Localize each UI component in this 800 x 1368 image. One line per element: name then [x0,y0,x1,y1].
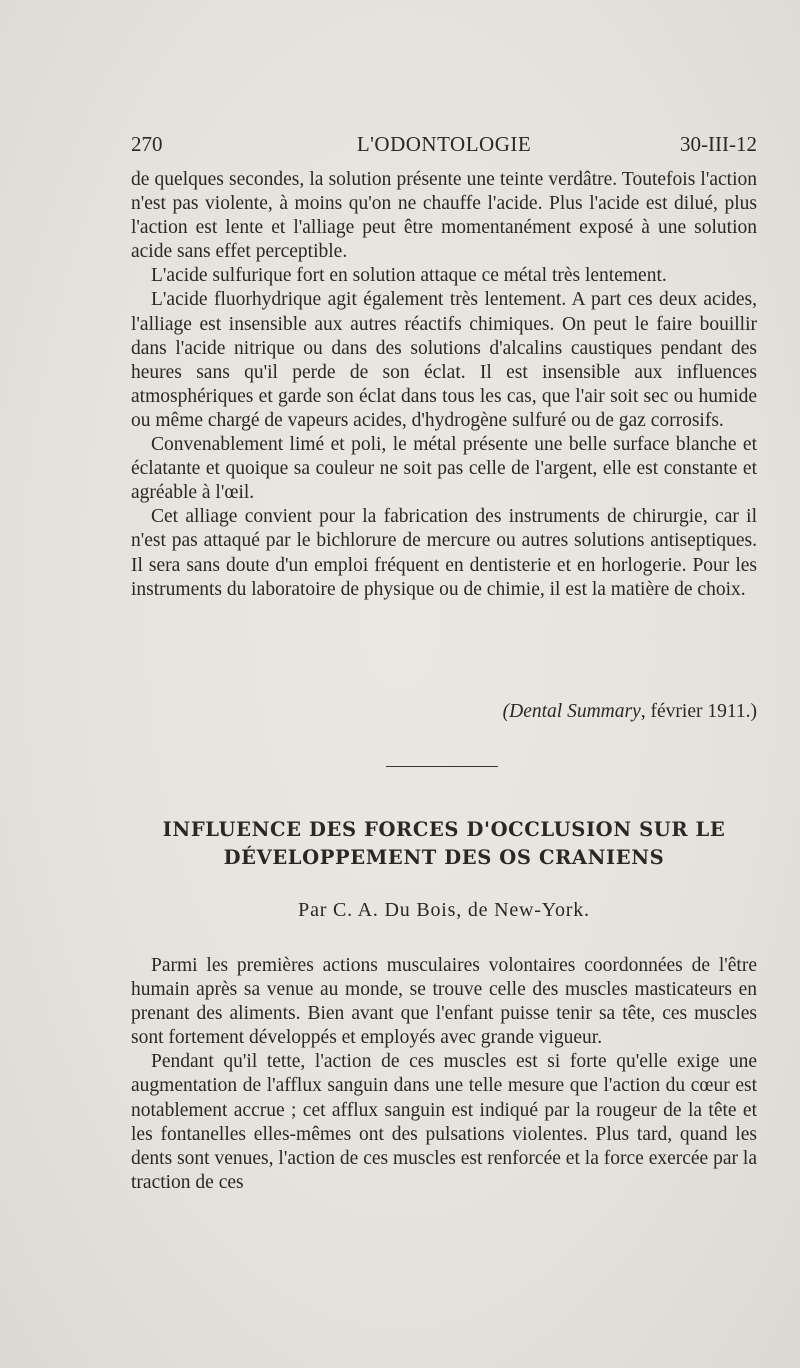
author-byline: Par C. A. Du Bois, de New-York. [298,899,590,921]
page-number: 270 [131,132,163,156]
paragraph: Parmi les premières actions musculaires volontaires coordonnées de l'être humain après sa venue au monde, se trouve celle des muscles masticateurs en prenant des aliments. Bien avant que l'enfant puisse tenir sa tête, ces muscles sont fortement développés et employés avec grande vigueur. [131,955,757,1049]
citation [131,700,757,724]
article-title-line: INFLUENCE DES FORCES D'OCCLUSION SUR LE [162,818,726,841]
article-title [131,816,757,872]
article-title-line: DÉVELOPPEMENT DES OS CRANIENS [223,846,665,869]
paragraph: L'acide sulfurique fort en solution attaque ce métal très lentement. [151,265,667,287]
issue-date: 30-III-12 [680,132,757,156]
paragraph: Convenablement limé et poli, le métal présente une belle surface blanche et éclatante et quoique sa couleur ne soit pas celle de l'argent, elle est constante et agréable à l'œil. [131,434,757,504]
journal-title: L'ODONTOLOGIE [356,132,532,156]
paragraph: L'acide fluorhydrique agit également très lentement. A part ces deux acides, l'alliage est insensible aux autres réactifs chimiques. On peut le faire bouillir dans l'acide nitrique ou dans des solutions d'alcalins caustiques pendant des heures sans qu'il perde de son éclat. Il est insensible aux influences atmosphériques et garde son éclat dans tous les cas, que l'air soit sec ou humide ou même chargé de vapeurs acides, d'hydrogène sulfuré ou de gaz corrosifs. [131,289,757,431]
previous-article-body [131,168,757,602]
paragraph: de quelques secondes, la solution présente une teinte verdâtre. Toutefois l'action n'est pas violente, à moins qu'on ne chauffe l'acide. Plus l'acide est dilué, plus l'action est lente et l'alliage peut être momentanément exposé à une solution acide sans effet perceptible. [131,169,757,263]
section-divider [386,766,498,767]
citation-date: , février 1911.) [640,701,757,722]
citation-source: (Dental Summary [502,701,641,722]
article-body [131,954,757,1195]
running-header [131,130,757,158]
paragraph: Cet alliage convient pour la fabrication des instruments de chirurgie, car il n'est pas attaqué par le bichlorure de mercure ou autres solutions antiseptiques. Il sera sans doute d'un emploi fréquent en dentisterie et en horlogerie. Pour les instruments du laboratoire de physique ou de chimie, il est la matière de choix. [131,506,757,600]
paragraph: Pendant qu'il tette, l'action de ces muscles est si forte qu'elle exige une augmentation de l'afflux sanguin dans une telle mesure que l'action du cœur est notablement accrue ; cet afflux sanguin est indiqué par la rougeur de la tête et les fontanelles elles-mêmes ont des pulsations violentes. Plus tard, quand les dents sont venues, l'action de ces muscles est renforcée et la force exercée par la traction de ces [131,1051,757,1193]
